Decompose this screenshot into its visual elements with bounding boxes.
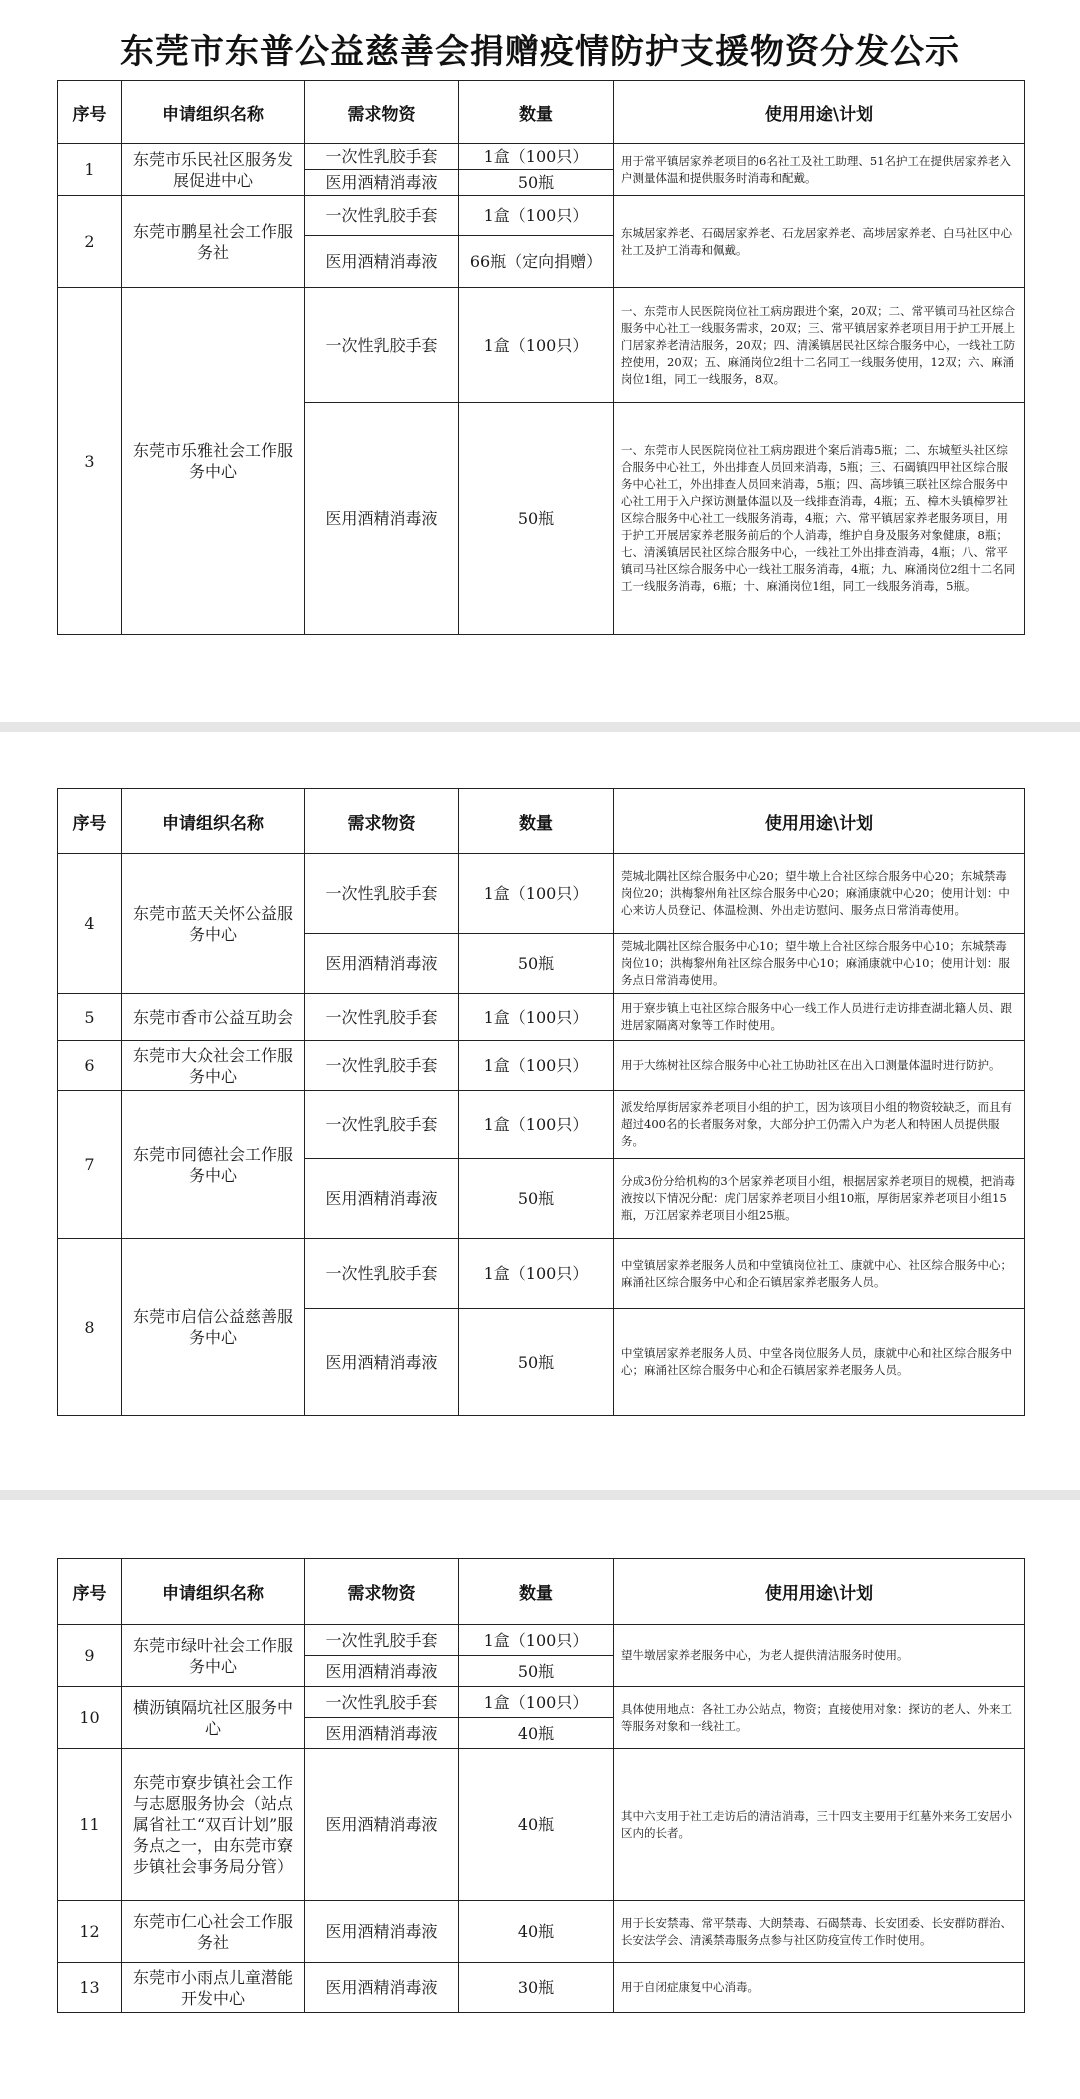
row-use: 望牛墩居家养老服务中心，为老人提供清洁服务时使用。 (614, 1625, 1025, 1687)
row-no: 4 (58, 854, 122, 994)
row-item: 一次性乳胶手套 (305, 196, 459, 236)
table-row (58, 1239, 1025, 1309)
row-no: 8 (58, 1239, 122, 1416)
row-use: 具体使用地点：各社工办公站点，物资；直接使用对象：探访的老人、外来工等服务对象和一线社工。 (614, 1687, 1025, 1749)
row-no: 10 (58, 1687, 122, 1749)
header-org: 申请组织名称 (122, 81, 305, 144)
row-org: 东莞市启信公益慈善服务中心 (122, 1239, 305, 1416)
table-row (58, 1749, 1025, 1901)
row-item: 医用酒精消毒液 (305, 1963, 459, 2013)
table-page-2 (57, 788, 1024, 1416)
row-org: 东莞市寮步镇社会工作与志愿服务协会（站点属省社工“双百计划”服务点之一，由东莞市寮步镇社会事务局分管） (122, 1749, 305, 1901)
row-qty: 1盒（100只） (459, 1091, 614, 1159)
row-item: 医用酒精消毒液 (305, 1718, 459, 1749)
row-item: 一次性乳胶手套 (305, 994, 459, 1041)
row-org: 东莞市乐雅社会工作服务中心 (122, 288, 305, 635)
row-no: 13 (58, 1963, 122, 2013)
table-row (58, 1901, 1025, 1963)
page-separator (0, 1490, 1080, 1500)
row-qty: 1盒（100只） (459, 144, 614, 170)
row-org: 东莞市同德社会工作服务中心 (122, 1091, 305, 1239)
row-qty: 50瓶 (459, 934, 614, 994)
row-use: 东城居家养老、石碣居家养老、石龙居家养老、高埗居家养老、白马社区中心社工及护工消毒和佩戴。 (614, 196, 1025, 288)
row-qty: 1盒（100只） (459, 1687, 614, 1718)
header-item: 需求物资 (305, 81, 459, 144)
page-separator (0, 722, 1080, 732)
header-use: 使用用途\计划 (614, 81, 1025, 144)
row-org: 东莞市大众社会工作服务中心 (122, 1041, 305, 1091)
row-item: 医用酒精消毒液 (305, 1159, 459, 1239)
table-page-1 (57, 80, 1024, 635)
row-use: 其中六支用于社工走访后的清洁消毒，三十四支主要用于红墓外来务工安居小区内的长者。 (614, 1749, 1025, 1901)
row-use: 分成3份分给机构的3个居家养老项目小组，根据居家养老项目的规模，把消毒液按以下情况分配：虎门居家养老项目小组10瓶，厚街居家养老项目小组15瓶，万江居家养老项目小组25瓶。 (614, 1159, 1025, 1239)
row-no: 5 (58, 994, 122, 1041)
row-use: 中堂镇居家养老服务人员、中堂各岗位服务人员，康就中心和社区综合服务中心；麻涌社区综合服务中心和企石镇居家养老服务人员。 (614, 1309, 1025, 1416)
row-use: 用于寮步镇上屯社区综合服务中心一线工作人员进行走访排查湖北籍人员、跟进居家隔离对象等工作时使用。 (614, 994, 1025, 1041)
row-no: 3 (58, 288, 122, 635)
row-item: 一次性乳胶手套 (305, 854, 459, 934)
header-no: 序号 (58, 81, 122, 144)
table-row (58, 1091, 1025, 1159)
row-use: 一、东莞市人民医院岗位社工病房跟进个案后消毒5瓶；二、东城堑头社区综合服务中心社工，外出排查人员回来消毒，5瓶；三、石碣镇四甲社区综合服务中心社工，外出排查人员回来消毒，5瓶；四、高埗镇三联社区综合服务中心社工用于入户探访测量体温以及一线排查消毒，4瓶；五、樟木头镇樟罗社区综合服务中心社工一线服务消毒，4瓶；六、常平镇居家养老服务项目，用于护工开展居家养老服务前后的个人消毒，维护自身及服务对象健康，8瓶；七、清溪镇居民社区综合服务中心，一线社工外出排查消毒，4瓶；八、常平镇司马社区综合服务中心一线社工服务消毒，4瓶；九、麻涌岗位2组十二名同工一线服务消毒，6瓶；十、麻涌岗位1组，同工一线服务消毒，5瓶。 (614, 403, 1025, 635)
table-row (58, 854, 1025, 934)
row-org: 东莞市小雨点儿童潜能开发中心 (122, 1963, 305, 2013)
header-item: 需求物资 (305, 1559, 459, 1625)
header-use: 使用用途\计划 (614, 789, 1025, 854)
distribution-table (57, 1558, 1025, 2013)
table-header-row (58, 81, 1025, 144)
row-qty: 66瓶（定向捐赠） (459, 236, 614, 288)
distribution-table (57, 788, 1025, 1416)
header-org: 申请组织名称 (122, 789, 305, 854)
header-no: 序号 (58, 789, 122, 854)
row-use: 用于自闭症康复中心消毒。 (614, 1963, 1025, 2013)
row-item: 医用酒精消毒液 (305, 1901, 459, 1963)
row-item: 医用酒精消毒液 (305, 236, 459, 288)
row-use: 用于大练树社区综合服务中心社工协助社区在出入口测量体温时进行防护。 (614, 1041, 1025, 1091)
row-use: 一、东莞市人民医院岗位社工病房跟进个案，20双；二、常平镇司马社区综合服务中心社工一线服务需求，20双；三、常平镇居家养老项目用于护工开展上门居家养老清洁服务，20双；四、清溪镇居民社区综合服务中心，一线社工防控使用，20双；五、麻涌岗位2组十二名同工一线服务使用，12双；六、麻涌岗位1组，同工一线服务，8双。 (614, 288, 1025, 403)
row-no: 7 (58, 1091, 122, 1239)
distribution-table (57, 80, 1025, 635)
row-no: 12 (58, 1901, 122, 1963)
row-org: 东莞市绿叶社会工作服务中心 (122, 1625, 305, 1687)
row-org: 东莞市仁心社会工作服务社 (122, 1901, 305, 1963)
table-row (58, 1687, 1025, 1718)
row-no: 11 (58, 1749, 122, 1901)
row-item: 一次性乳胶手套 (305, 1041, 459, 1091)
row-no: 6 (58, 1041, 122, 1091)
row-item: 医用酒精消毒液 (305, 1656, 459, 1687)
row-qty: 50瓶 (459, 1159, 614, 1239)
row-qty: 1盒（100只） (459, 854, 614, 934)
table-row (58, 196, 1025, 236)
header-org: 申请组织名称 (122, 1559, 305, 1625)
row-item: 一次性乳胶手套 (305, 144, 459, 170)
header-no: 序号 (58, 1559, 122, 1625)
table-header-row (58, 789, 1025, 854)
row-qty: 1盒（100只） (459, 1625, 614, 1656)
row-qty: 50瓶 (459, 170, 614, 196)
table-row (58, 288, 1025, 403)
row-qty: 1盒（100只） (459, 288, 614, 403)
header-qty: 数量 (459, 1559, 614, 1625)
row-use: 用于长安禁毒、常平禁毒、大朗禁毒、石碣禁毒、长安团委、长安群防群治、长安法学会、清溪禁毒服务点参与社区防疫宣传工作时使用。 (614, 1901, 1025, 1963)
table-row (58, 994, 1025, 1041)
row-qty: 1盒（100只） (459, 1041, 614, 1091)
row-no: 9 (58, 1625, 122, 1687)
row-item: 医用酒精消毒液 (305, 1749, 459, 1901)
table-row (58, 1963, 1025, 2013)
table-row (58, 1041, 1025, 1091)
header-qty: 数量 (459, 81, 614, 144)
row-org: 横沥镇隔坑社区服务中心 (122, 1687, 305, 1749)
row-use: 莞城北隅社区综合服务中心20；望牛墩上合社区综合服务中心20；东城禁毒岗位20；洪梅黎州角社区综合服务中心20；麻涌康就中心20；使用计划：中心来访人员登记、体温检测、外出走访慰问、服务点日常消毒使用。 (614, 854, 1025, 934)
row-qty: 1盒（100只） (459, 196, 614, 236)
row-qty: 1盒（100只） (459, 1239, 614, 1309)
row-org: 东莞市鹏星社会工作服务社 (122, 196, 305, 288)
table-row (58, 144, 1025, 170)
row-item: 一次性乳胶手套 (305, 288, 459, 403)
table-page-3 (57, 1558, 1024, 2013)
row-use: 中堂镇居家养老服务人员和中堂镇岗位社工、康就中心、社区综合服务中心；麻涌社区综合服务中心和企石镇居家养老服务人员。 (614, 1239, 1025, 1309)
row-org: 东莞市蓝天关怀公益服务中心 (122, 854, 305, 994)
row-qty: 50瓶 (459, 403, 614, 635)
row-item: 医用酒精消毒液 (305, 403, 459, 635)
table-row (58, 1625, 1025, 1656)
header-use: 使用用途\计划 (614, 1559, 1025, 1625)
row-item: 医用酒精消毒液 (305, 170, 459, 196)
row-qty: 1盒（100只） (459, 994, 614, 1041)
table-header-row (58, 1559, 1025, 1625)
row-no: 2 (58, 196, 122, 288)
row-item: 医用酒精消毒液 (305, 934, 459, 994)
row-qty: 50瓶 (459, 1309, 614, 1416)
row-item: 医用酒精消毒液 (305, 1309, 459, 1416)
row-qty: 40瓶 (459, 1718, 614, 1749)
header-item: 需求物资 (305, 789, 459, 854)
row-org: 东莞市香市公益互助会 (122, 994, 305, 1041)
row-use: 派发给厚街居家养老项目小组的护工，因为该项目小组的物资较缺乏，而且有超过400名的长者服务对象，大部分护工仍需入户为老人和特困人员提供服务。 (614, 1091, 1025, 1159)
row-item: 一次性乳胶手套 (305, 1091, 459, 1159)
row-qty: 40瓶 (459, 1901, 614, 1963)
row-item: 一次性乳胶手套 (305, 1625, 459, 1656)
row-use: 用于常平镇居家养老项目的6名社工及社工助理、51名护工在提供居家养老入户测量体温和提供服务时消毒和配戴。 (614, 144, 1025, 196)
page-title: 东莞市东普公益慈善会捐赠疫情防护支援物资分发公示 (120, 32, 960, 72)
row-item: 一次性乳胶手套 (305, 1239, 459, 1309)
row-item: 一次性乳胶手套 (305, 1687, 459, 1718)
row-qty: 50瓶 (459, 1656, 614, 1687)
row-qty: 30瓶 (459, 1963, 614, 2013)
header-qty: 数量 (459, 789, 614, 854)
row-qty: 40瓶 (459, 1749, 614, 1901)
row-use: 莞城北隅社区综合服务中心10；望牛墩上合社区综合服务中心10；东城禁毒岗位10；洪梅黎州角社区综合服务中心10；麻涌康就中心10；使用计划：服务点日常消毒使用。 (614, 934, 1025, 994)
row-org: 东莞市乐民社区服务发展促进中心 (122, 144, 305, 196)
row-no: 1 (58, 144, 122, 196)
